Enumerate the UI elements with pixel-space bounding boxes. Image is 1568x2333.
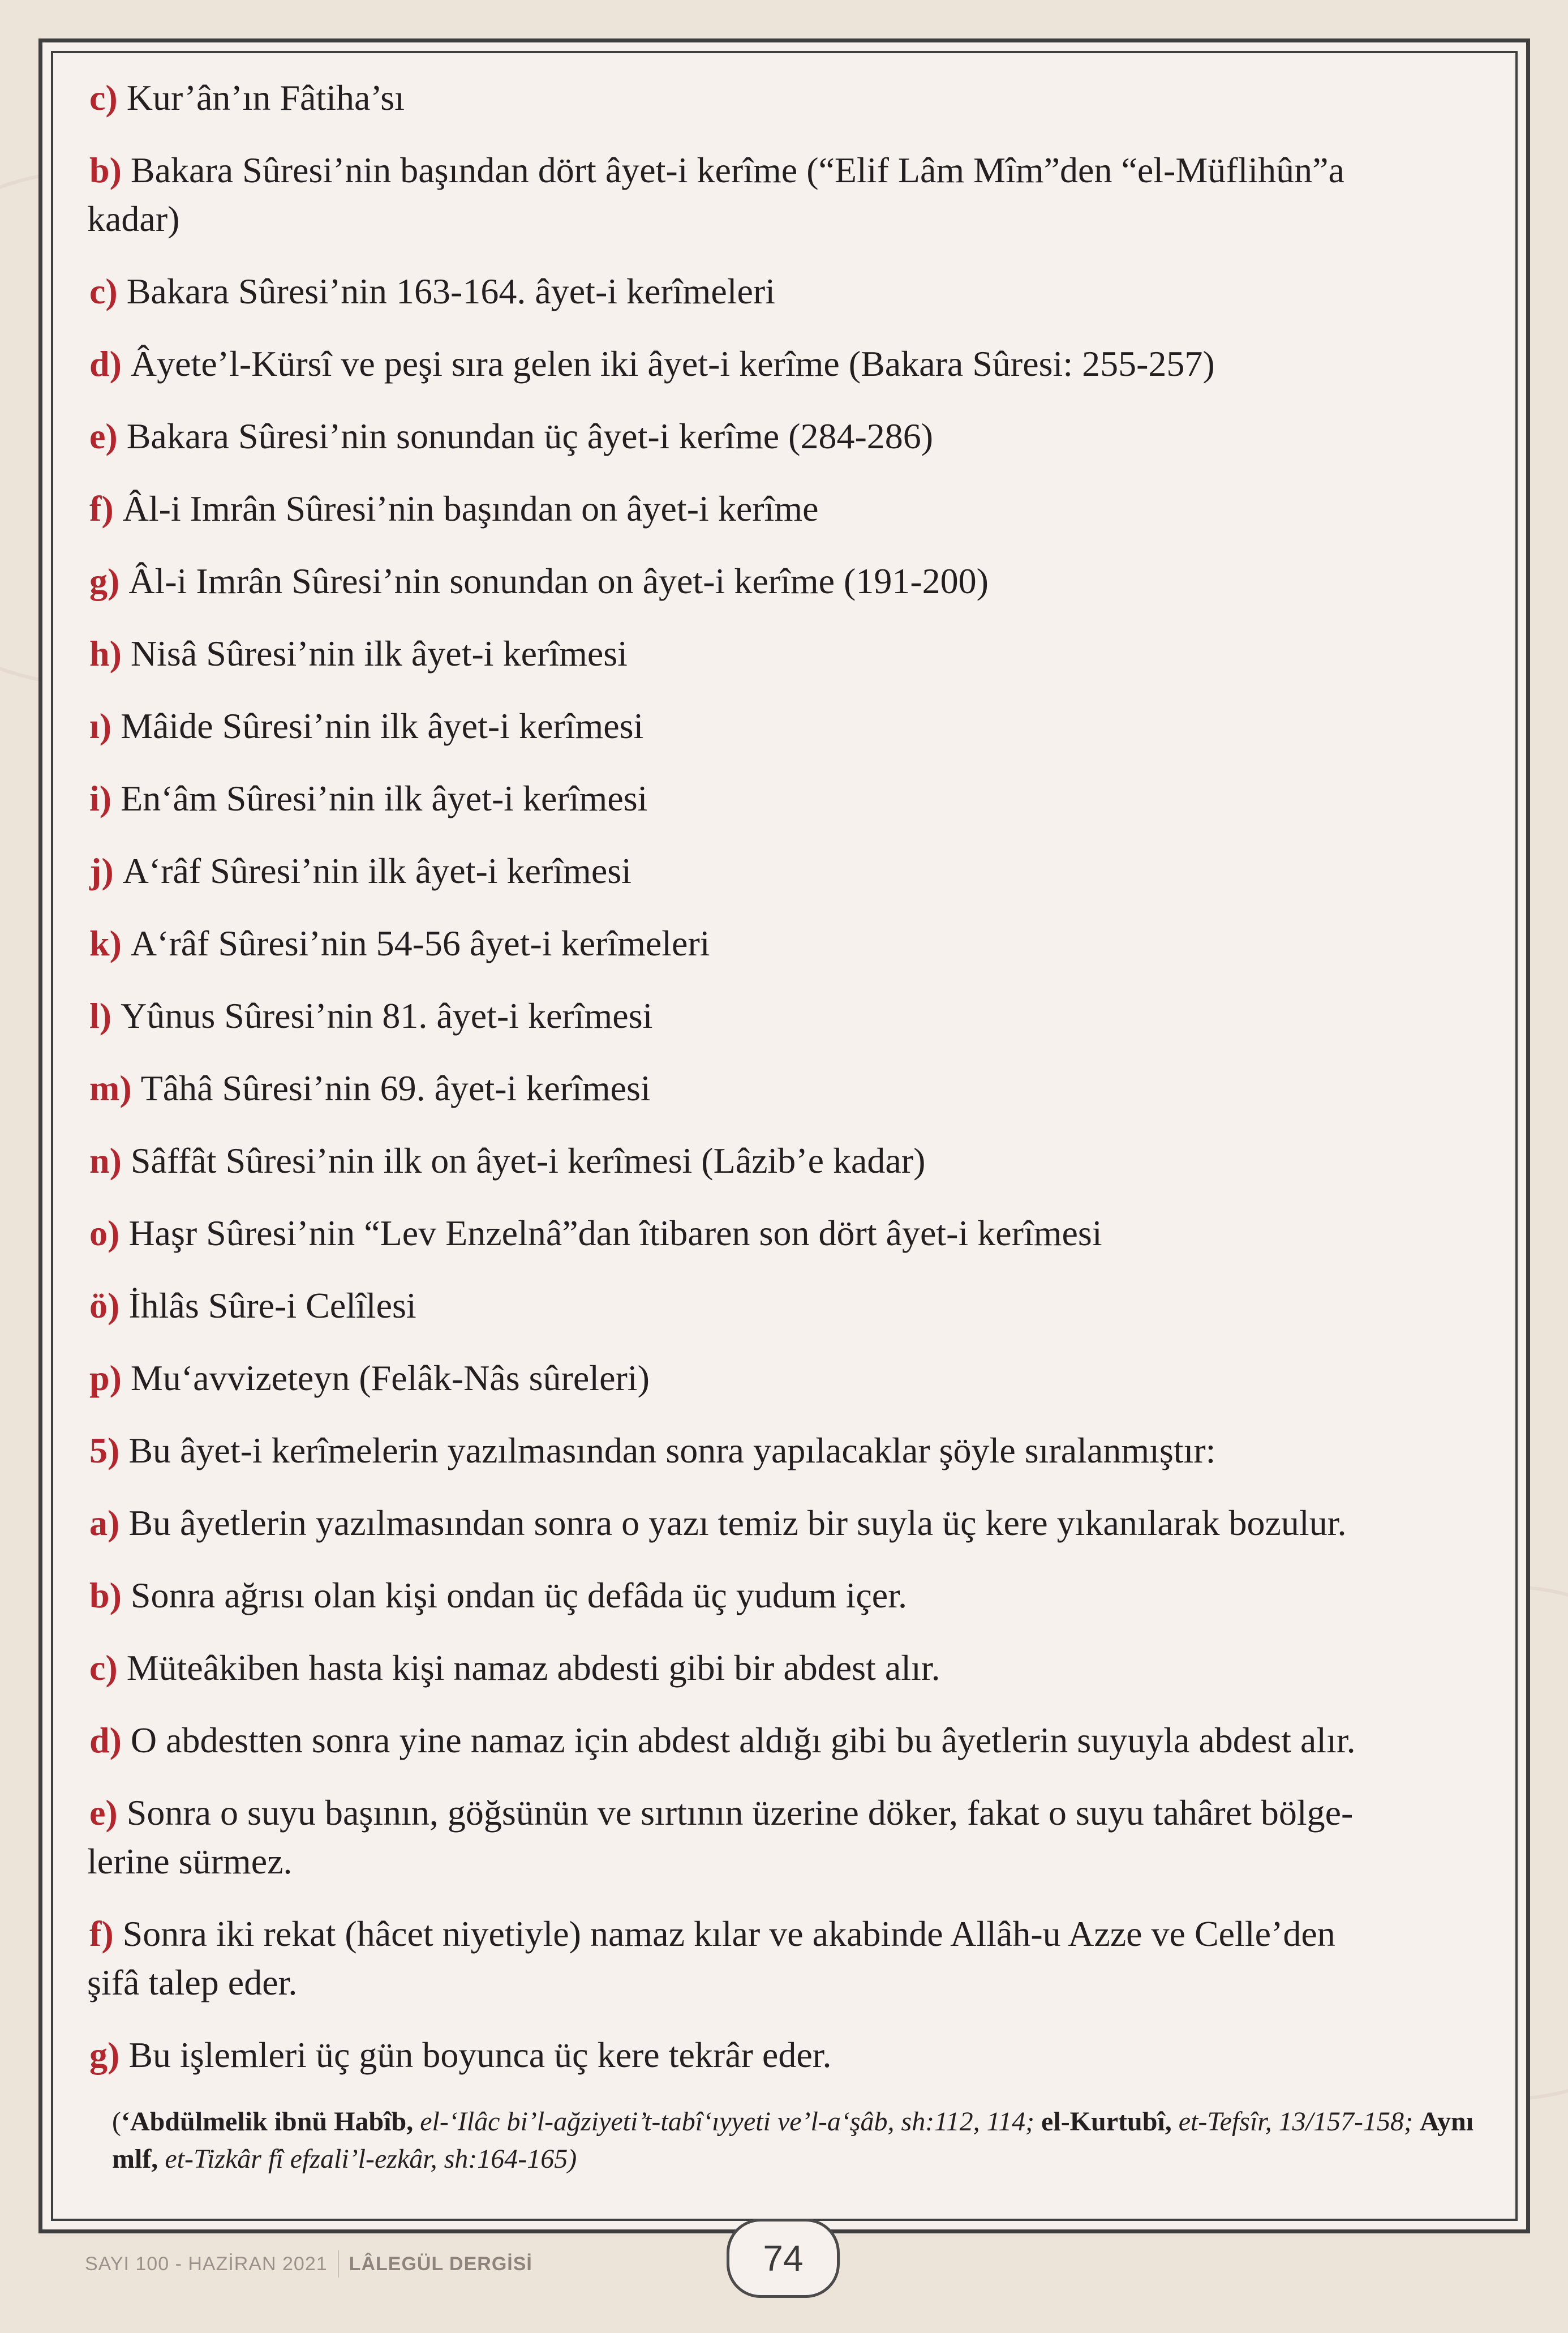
item-text: Sonra o suyu başının, göğsünün ve sırtının üzerine döker, fakat o suyu tahâret bölge- — [126, 1792, 1354, 1833]
item-text: Âl-i Imrân Sûresi’nin başından on âyet-i kerîme — [122, 488, 819, 529]
item-marker: d) — [89, 1720, 122, 1760]
list-item — [89, 1426, 1487, 1475]
list-item — [89, 484, 1487, 533]
item-marker: n) — [89, 1140, 122, 1181]
item-text: Bakara Sûresi’nin 163-164. âyet-i kerîmeleri — [126, 271, 775, 311]
item-text-continuation: lerine sürmez. — [87, 1841, 293, 1881]
item-text: Mâide Sûresi’nin ilk âyet-i kerîmesi — [121, 706, 644, 746]
list-item — [89, 774, 1487, 823]
item-marker: o) — [89, 1213, 120, 1253]
list-item — [89, 340, 1487, 388]
item-marker: ı) — [89, 706, 112, 746]
list-item — [89, 1716, 1487, 1765]
citation-author: ‘Abdülmelik ibnü Habîb, — [121, 2107, 414, 2137]
list-item — [89, 2031, 1487, 2079]
magazine-name: LÂLEGÜL DERGİSİ — [349, 2253, 532, 2275]
citation-open: ( — [112, 2107, 121, 2137]
item-text: Bakara Sûresi’nin sonundan üç âyet-i kerîme (284-286) — [126, 416, 934, 456]
page-number: 74 — [727, 2219, 840, 2298]
item-marker: e) — [89, 1792, 118, 1833]
list-item — [89, 267, 1487, 316]
item-marker: j) — [89, 851, 114, 891]
item-text: İhlâs Sûre-i Celîlesi — [128, 1285, 416, 1326]
list-item — [89, 1281, 1487, 1330]
list-item — [89, 412, 1487, 461]
item-text: Bakara Sûresi’nin başından dört âyet-i kerîme (“Elif Lâm Mîm”den “el-Müflihûn”a — [130, 150, 1344, 190]
item-marker: p) — [89, 1358, 122, 1398]
citation-work: et-Tizkâr fî efzali’l-ezkâr, sh:164-165) — [158, 2144, 577, 2174]
item-text: En‘âm Sûresi’nin ilk âyet-i kerîmesi — [121, 778, 648, 818]
item-text: A‘râf Sûresi’nin ilk âyet-i kerîmesi — [122, 851, 632, 891]
item-marker: a) — [89, 1503, 120, 1543]
citation-author: Aynı mlf, — [112, 2107, 1474, 2174]
item-marker: f) — [89, 1914, 114, 1954]
list-item — [89, 1789, 1487, 1886]
list-item — [89, 847, 1487, 895]
list-item — [89, 146, 1487, 243]
item-marker: c) — [89, 271, 118, 311]
item-marker: c) — [89, 1648, 118, 1688]
item-marker: h) — [89, 633, 122, 674]
page-footer — [85, 2241, 532, 2287]
item-text: Sonra iki rekat (hâcet niyetiyle) namaz kılar ve akabinde Allâh-u Azze ve Celle’den — [122, 1914, 1335, 1954]
item-text: A‘râf Sûresi’nin 54-56 âyet-i kerîmeleri — [130, 923, 710, 963]
article-body — [89, 74, 1487, 2178]
item-text: Sonra ağrısı olan kişi ondan üç defâda üç yudum içer. — [130, 1575, 907, 1615]
list-item — [89, 1910, 1487, 2007]
item-text: Müteâkiben hasta kişi namaz abdesti gibi bir abdest alır. — [126, 1648, 940, 1688]
item-text: Âl-i Imrân Sûresi’nin sonundan on âyet-i kerîme (191-200) — [128, 561, 989, 601]
list-item — [89, 992, 1487, 1040]
item-text-continuation: kadar) — [87, 199, 180, 239]
list-item — [89, 1137, 1487, 1185]
item-marker: g) — [89, 561, 120, 601]
list-item — [89, 1209, 1487, 1258]
item-text: Sâffât Sûresi’nin ilk on âyet-i kerîmesi (Lâzib’e kadar) — [130, 1140, 926, 1181]
citation-author: el-Kurtubî, — [1041, 2107, 1172, 2137]
item-marker: m) — [89, 1068, 132, 1108]
item-marker: i) — [89, 778, 112, 818]
page-number-badge — [714, 2207, 850, 2315]
item-marker: f) — [89, 488, 114, 529]
list-item — [89, 557, 1487, 606]
item-text: Bu âyetlerin yazılmasından sonra o yazı temiz bir suyla üç kere yıkanılarak bozulur. — [128, 1503, 1347, 1543]
footer-divider — [338, 2250, 339, 2278]
item-marker: d) — [89, 344, 122, 384]
list-item — [89, 919, 1487, 968]
item-text: Tâhâ Sûresi’nin 69. âyet-i kerîmesi — [140, 1068, 651, 1108]
list-item — [89, 1571, 1487, 1620]
list-item — [89, 702, 1487, 750]
item-marker: g) — [89, 2035, 120, 2075]
item-text-continuation: şifâ talep eder. — [87, 1962, 298, 2002]
item-text: Kur’ân’ın Fâtiha’sı — [126, 78, 405, 118]
list-item — [89, 1354, 1487, 1403]
citation-work: et-Tefsîr, 13/157-158; — [1171, 2107, 1420, 2137]
item-text: Bu işlemleri üç gün boyunca üç kere tekrâr eder. — [128, 2035, 832, 2075]
item-marker: 5) — [89, 1430, 120, 1470]
source-citation — [89, 2103, 1487, 2178]
item-text: O abdestten sonra yine namaz için abdest aldığı gibi bu âyetlerin suyuyla abdest alır. — [130, 1720, 1356, 1760]
list-item — [89, 1064, 1487, 1113]
list-item — [89, 629, 1487, 678]
item-marker: e) — [89, 416, 118, 456]
item-marker: b) — [89, 150, 122, 190]
list-item — [89, 1499, 1487, 1547]
list-item — [89, 74, 1487, 122]
item-text: Nisâ Sûresi’nin ilk âyet-i kerîmesi — [130, 633, 628, 674]
issue-info: SAYI 100 - HAZİRAN 2021 — [85, 2253, 328, 2275]
list-item — [89, 1644, 1487, 1692]
item-text: Bu âyet-i kerîmelerin yazılmasından sonra yapılacaklar şöyle sıralanmıştır: — [128, 1430, 1216, 1470]
item-marker: ö) — [89, 1285, 120, 1326]
citation-work: el-‘Ilâc bi’l-ağziyeti’t-tabî‘ıyyeti ve’l-a‘şâb, sh:112, 114; — [413, 2107, 1042, 2137]
item-text: Mu‘avvizeteyn (Felâk-Nâs sûreleri) — [130, 1358, 650, 1398]
item-marker: c) — [89, 78, 118, 118]
item-text: Haşr Sûresi’nin “Lev Enzelnâ”dan îtibaren son dört âyet-i kerîmesi — [128, 1213, 1102, 1253]
item-marker: b) — [89, 1575, 122, 1615]
item-text: Âyete’l-Kürsî ve peşi sıra gelen iki âyet-i kerîme (Bakara Sûresi: 255-257) — [130, 344, 1215, 384]
item-marker: l) — [89, 996, 112, 1036]
item-marker: k) — [89, 923, 122, 963]
item-text: Yûnus Sûresi’nin 81. âyet-i kerîmesi — [121, 996, 653, 1036]
